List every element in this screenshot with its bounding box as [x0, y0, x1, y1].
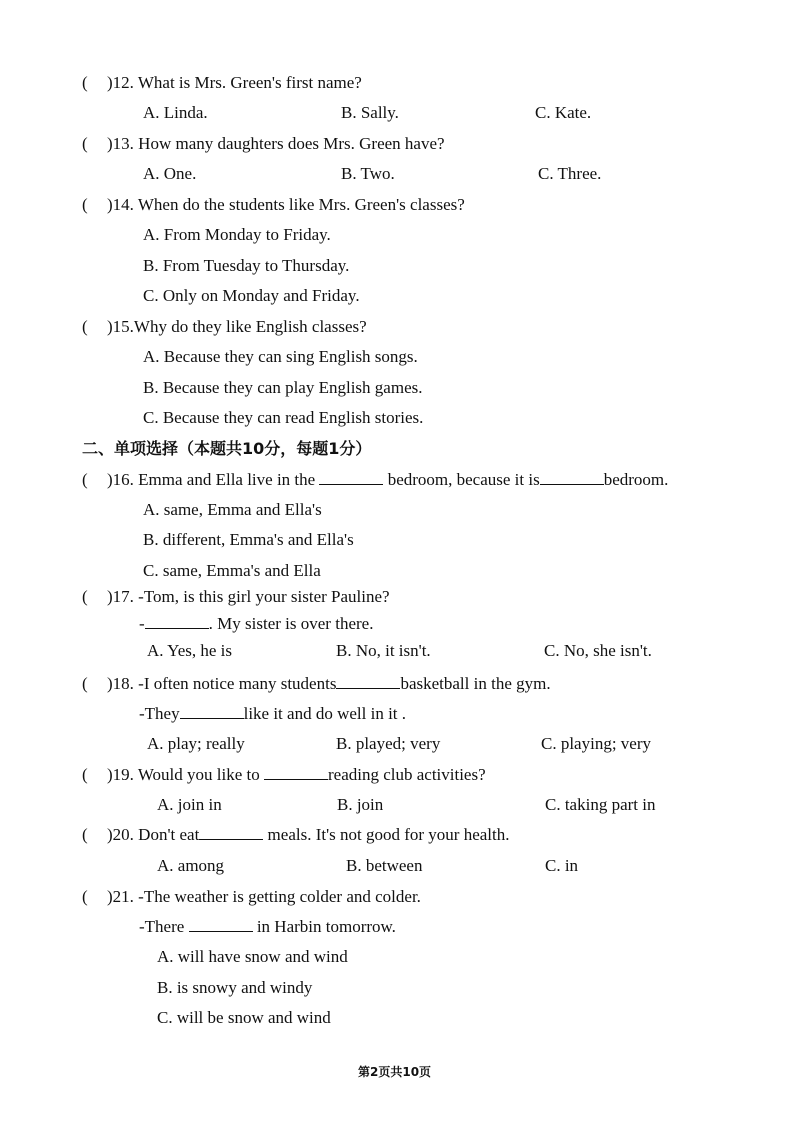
- q18-option-b: B. played; very: [336, 734, 441, 753]
- q12-option-c: C. Kate.: [535, 103, 592, 122]
- q20-blank: [199, 825, 263, 840]
- q20-option-a: A. among: [157, 856, 225, 875]
- q14-option-c: C. Only on Monday and Friday.: [143, 286, 360, 305]
- q14-option-a: A. From Monday to Friday.: [143, 225, 331, 244]
- q16-option-b: B. different, Emma's and Ella's: [143, 530, 354, 549]
- question-12-stem: )12. What is Mrs. Green's first name?: [107, 73, 362, 92]
- q18-reply: [139, 704, 406, 724]
- q13-option-a: A. One.: [143, 164, 197, 183]
- q20-option-b: B. between: [346, 856, 423, 875]
- q19-blank: [264, 765, 328, 780]
- answer-paren: (: [82, 674, 88, 693]
- question-18-stem: [107, 674, 551, 694]
- q21-option-a: A. will have snow and wind: [157, 947, 348, 966]
- q18-option-c: C. playing; very: [541, 734, 652, 753]
- q15-option-c: C. Because they can read English stories.: [143, 408, 424, 427]
- q12-option-a: A. Linda.: [143, 103, 208, 122]
- q18-text-2: basketball in the gym.: [400, 674, 551, 693]
- q18-blank-1: [336, 674, 400, 689]
- q17-option-b: B. No, it isn't.: [336, 641, 431, 660]
- q19-option-b: B. join: [337, 795, 384, 814]
- q19-text-2: reading club activities?: [327, 765, 486, 784]
- q15-option-b: B. Because they can play English games.: [143, 378, 423, 397]
- q16-text-1: )16. Emma and Ella live in the: [107, 470, 316, 489]
- q16-text-3: bedroom.: [603, 470, 669, 489]
- q15-option-a: A. Because they can sing English songs.: [143, 347, 418, 366]
- q20-option-c: C. in: [545, 856, 579, 875]
- answer-paren: (: [82, 195, 88, 214]
- q12-option-b: B. Sally.: [341, 103, 399, 122]
- section-heading: 二、单项选择（本题共10分，每题1分）: [82, 439, 372, 458]
- q21-reply-text-1: -There: [139, 917, 185, 936]
- q19-text-1: )19. Would you like to: [107, 765, 260, 784]
- q16-option-c: C. same, Emma's and Ella: [143, 561, 321, 580]
- answer-paren: (: [82, 470, 88, 489]
- answer-paren: (: [82, 887, 88, 906]
- q18-reply-text-1: -They: [139, 704, 180, 723]
- question-20-stem: [107, 825, 510, 845]
- q21-reply: [139, 917, 396, 937]
- answer-paren: (: [82, 134, 88, 153]
- q13-option-b: B. Two.: [341, 164, 395, 183]
- q17-option-c: C. No, she isn't.: [544, 641, 652, 660]
- q18-blank-2: [180, 704, 244, 719]
- answer-paren: (: [82, 317, 88, 336]
- q16-option-a: A. same, Emma and Ella's: [143, 500, 322, 519]
- q17-reply: [139, 614, 373, 634]
- answer-paren: (: [82, 825, 88, 844]
- q21-blank: [189, 917, 253, 932]
- q16-blank-1: [319, 470, 383, 485]
- q19-option-c: C. taking part in: [545, 795, 656, 814]
- q21-option-b: B. is snowy and windy: [157, 978, 313, 997]
- answer-paren: (: [82, 765, 88, 784]
- q20-text-1: )20. Don't eat: [107, 825, 200, 844]
- question-17-stem: )17. -Tom, is this girl your sister Pauline?: [107, 587, 390, 606]
- q13-option-c: C. Three.: [538, 164, 602, 183]
- q14-option-b: B. From Tuesday to Thursday.: [143, 256, 350, 275]
- q18-reply-text-2: like it and do well in it .: [243, 704, 407, 723]
- q17-reply-rest: . My sister is over there.: [208, 614, 374, 633]
- q19-option-a: A. join in: [157, 795, 222, 814]
- q17-reply-dash: -: [139, 614, 145, 633]
- q18-option-a: A. play; really: [147, 734, 245, 753]
- q21-reply-text-2: in Harbin tomorrow.: [256, 917, 396, 936]
- q17-option-a: A. Yes, he is: [147, 641, 233, 660]
- question-16-stem: [107, 470, 668, 490]
- q21-option-c: C. will be snow and wind: [157, 1008, 331, 1027]
- question-14-stem: )14. When do the students like Mrs. Green's classes?: [107, 195, 465, 214]
- answer-paren: (: [82, 73, 88, 92]
- page-number: 第2页共10页: [358, 1065, 432, 1079]
- answer-paren: (: [82, 587, 88, 606]
- question-15-stem: )15.Why do they like English classes?: [107, 317, 367, 336]
- question-21-stem: )21. -The weather is getting colder and colder.: [107, 887, 421, 906]
- q16-blank-2: [540, 470, 604, 485]
- question-19-stem: [107, 765, 486, 785]
- q16-text-2: bedroom, because it is: [387, 470, 540, 489]
- q20-text-2: meals. It's not good for your health.: [267, 825, 510, 844]
- q18-text-1: )18. -I often notice many students: [107, 674, 337, 693]
- q17-blank: [145, 614, 209, 629]
- question-13-stem: )13. How many daughters does Mrs. Green have?: [107, 134, 445, 153]
